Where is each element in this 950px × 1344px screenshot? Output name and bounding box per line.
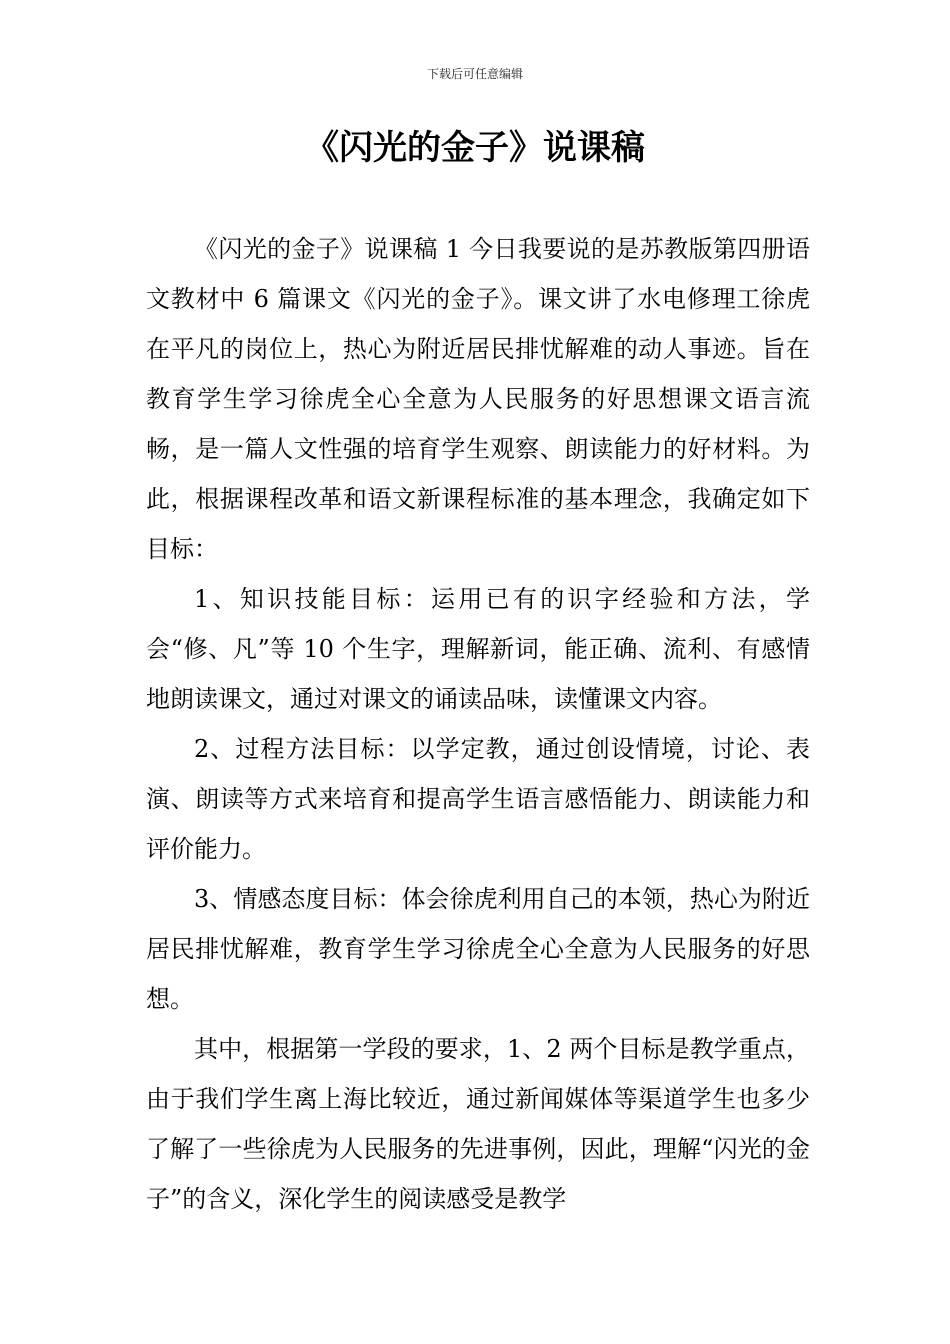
paragraph-goal-knowledge: 1、知识技能目标：运用已有的识字经验和方法，学会“修、凡”等 10 个生字，理解新词，能正确、流利、有感情地朗读课文，通过对课文的诵读品味，读懂课文内容。 [146,585,810,713]
header-note: 下载后可任意编辑 [426,67,523,81]
paragraph-goal-emotion: 3、情感态度目标：体会徐虎利用自己的本领，热心为附近居民排忧解难，教育学生学习徐虎全心全意为人民服务的好思想。 [146,885,810,1013]
document-body [146,224,810,1224]
document-title: 《闪光的金子》说课稿 [305,128,645,168]
paragraph-goal-process: 2、过程方法目标：以学定教，通过创设情境，讨论、表演、朗读等方式来培育和提高学生语言感悟能力、朗读能力和评价能力。 [146,735,810,863]
paragraph-intro: 《闪光的金子》说课稿 1 今日我要说的是苏教版第四册语文教材中 6 篇课文《闪光的金子》。课文讲了水电修理工徐虎在平凡的岗位上，热心为附近居民排忧解难的动人事迹。旨在教育学生学习徐虎全心全意为人民服务的好思想课文语言流畅，是一篇人文性强的培育学生观察、朗读能力的好材料。为此，根据课程改革和语文新课程标准的基本理念，我确定如下目标： [146,235,810,563]
paragraph-key-points: 其中，根据第一学段的要求，1、2 两个目标是教学重点，由于我们学生离上海比较近，通过新闻媒体等渠道学生也多少了解了一些徐虎为人民服务的先进事例，因此，理解“闪光的金子”的含义，深化学生的阅读感受是教学 [146,1035,810,1213]
